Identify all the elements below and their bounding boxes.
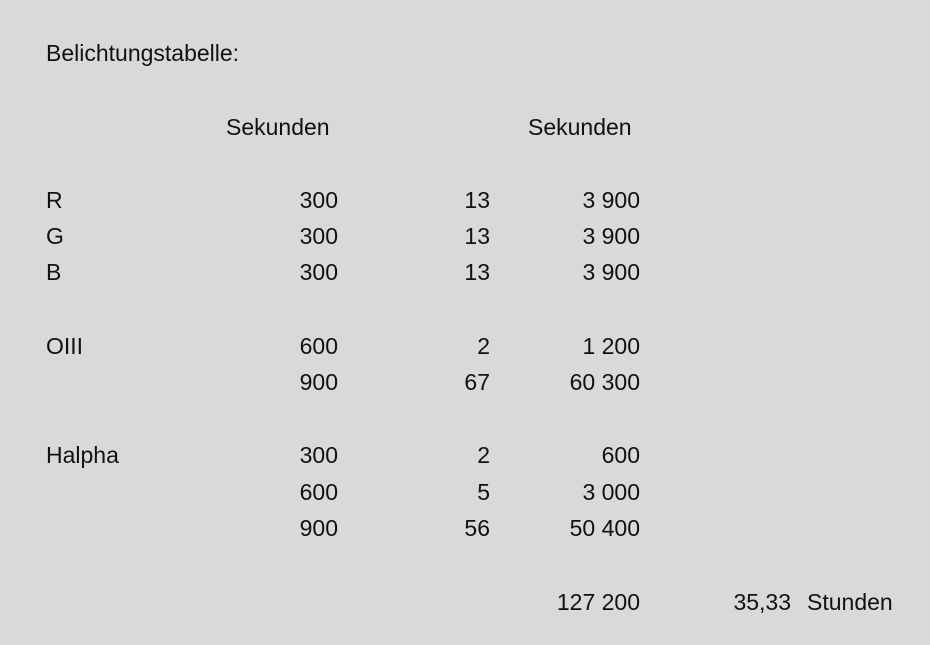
frame-count: 5	[477, 479, 490, 505]
table-row	[0, 331, 930, 361]
frame-count: 67	[464, 369, 490, 395]
exposure-seconds: 900	[299, 369, 338, 395]
total-seconds: 1 200	[582, 333, 640, 359]
exposure-seconds: 900	[299, 515, 338, 541]
exposure-seconds: 300	[299, 187, 338, 213]
frame-count: 13	[464, 187, 490, 213]
column-header-seconds: Sekunden	[226, 114, 330, 140]
exposure-seconds: 300	[299, 223, 338, 249]
table-row	[0, 221, 930, 251]
exposure-seconds: 600	[299, 333, 338, 359]
filter-label: OIII	[46, 333, 84, 359]
total-seconds: 3 000	[582, 479, 640, 505]
total-seconds: 60 300	[569, 369, 640, 395]
exposure-seconds: 600	[299, 479, 338, 505]
total-hours-value: 35,33	[733, 589, 791, 615]
table-row	[0, 185, 930, 215]
table-row	[0, 513, 930, 543]
total-seconds: 3 900	[582, 187, 640, 213]
column-header-total-seconds: Sekunden	[528, 114, 632, 140]
total-seconds: 3 900	[582, 259, 640, 285]
frame-count: 13	[464, 259, 490, 285]
exposure-seconds: 300	[299, 259, 338, 285]
table-row	[0, 257, 930, 287]
exposure-seconds: 300	[299, 442, 338, 468]
frame-count: 56	[464, 515, 490, 541]
total-hours-unit: Stunden	[807, 589, 893, 615]
total-seconds: 600	[601, 442, 640, 468]
frame-count: 2	[477, 442, 490, 468]
table-row	[0, 440, 930, 470]
filter-label: R	[46, 187, 63, 213]
filter-label: G	[46, 223, 64, 249]
filter-label: Halpha	[46, 442, 119, 468]
grand-total-seconds: 127 200	[556, 589, 640, 615]
table-row	[0, 477, 930, 507]
frame-count: 13	[464, 223, 490, 249]
frame-count: 2	[477, 333, 490, 359]
summary-row	[0, 587, 930, 617]
table-row	[0, 367, 930, 397]
total-seconds: 3 900	[582, 223, 640, 249]
page-title: Belichtungstabelle:	[46, 40, 240, 66]
filter-label: B	[46, 259, 62, 285]
total-seconds: 50 400	[569, 515, 640, 541]
